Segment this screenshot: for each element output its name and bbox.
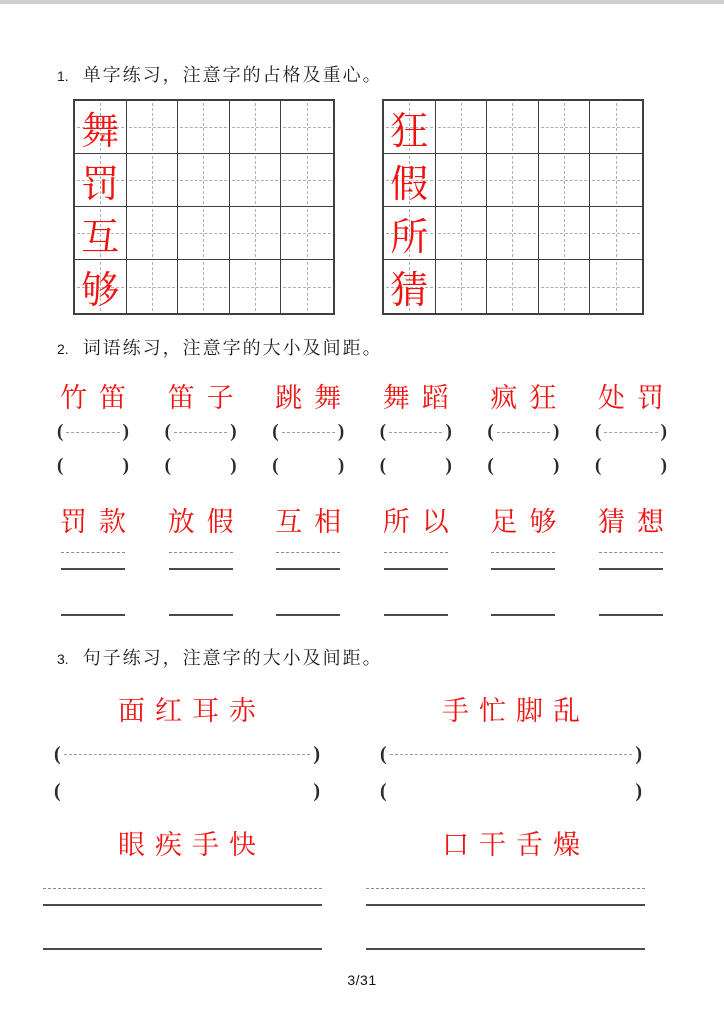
answer-parens-empty (272, 455, 344, 477)
practice-word: 疯狂 (490, 382, 569, 414)
model-character: 舞 (81, 108, 120, 153)
practice-word: 互相 (275, 506, 354, 538)
practice-cell (75, 260, 127, 313)
word-column (165, 614, 237, 616)
practice-word: 猜想 (597, 506, 676, 538)
writing-line (61, 568, 125, 570)
phrase-parens-empty-row (0, 779, 724, 803)
writing-line (366, 904, 645, 906)
word-column (272, 614, 344, 616)
phrase-row-2 (0, 820, 724, 864)
answer-parens-empty (380, 455, 452, 477)
practice-cell (281, 101, 333, 154)
practice-cell (436, 207, 488, 260)
practice-cell (75, 101, 127, 154)
practice-word: 竹笛 (60, 382, 138, 414)
section3-title: 句子练习，注意字的大小及间距。 (82, 648, 383, 669)
practice-cell (487, 101, 539, 154)
open-paren: ( (380, 743, 387, 765)
practice-cell (178, 207, 230, 260)
writing-line (366, 948, 645, 950)
practice-cell (75, 207, 127, 260)
word-column (487, 568, 559, 570)
word-column (380, 552, 452, 553)
dashed-fill (282, 432, 335, 433)
writing-guide-dashed (366, 888, 645, 889)
writing-line (276, 568, 340, 570)
dashed-fill (66, 432, 119, 433)
section1-title: 单字练习，注意字的占格及重心。 (82, 65, 383, 86)
open-paren: ( (594, 421, 602, 442)
close-paren: ) (122, 455, 129, 476)
practice-cell (539, 101, 591, 154)
phrase-parens-dashed-row (0, 742, 724, 766)
practice-cell (384, 101, 436, 154)
practice-cell (281, 260, 333, 313)
open-paren: ( (57, 421, 64, 442)
practice-cell (384, 154, 436, 207)
practice-cell (487, 154, 539, 207)
writing-guide-dashed (43, 888, 322, 889)
word-column (487, 496, 569, 542)
writing-guide-dashed (599, 552, 663, 553)
open-paren: ( (487, 455, 494, 476)
word-column (57, 568, 129, 570)
answer-parens-dashed (380, 421, 452, 443)
practice-phrase: 手忙脚乱 (442, 695, 590, 727)
answer-parens-empty (57, 455, 129, 477)
practice-cell (539, 207, 591, 260)
word-column (595, 496, 676, 542)
close-paren: ) (635, 743, 642, 765)
model-character: 罚 (81, 161, 120, 206)
word-writing-line-row-1 (57, 568, 667, 570)
open-paren: ( (272, 421, 279, 442)
practice-cell (384, 207, 436, 260)
answer-parens-dashed (54, 742, 320, 766)
writing-line (491, 568, 555, 570)
dashed-fill (64, 754, 311, 755)
section1-number: 1. (57, 68, 69, 84)
dashed-fill (390, 754, 633, 755)
model-character: 互 (81, 214, 120, 259)
model-character: 所 (390, 214, 429, 259)
word-dashed-guide-row (57, 552, 667, 553)
answer-parens-empty (380, 779, 642, 803)
word-column (595, 614, 667, 616)
section2-heading (57, 334, 383, 360)
practice-word: 足够 (490, 506, 569, 538)
practice-word: 舞蹈 (382, 382, 461, 414)
close-paren: ) (445, 421, 452, 442)
word-column (272, 552, 344, 553)
practice-cell (590, 260, 642, 313)
word-column (165, 372, 246, 418)
word-column (595, 372, 676, 418)
close-paren: ) (660, 421, 667, 442)
word-column (487, 552, 559, 553)
practice-word: 跳舞 (275, 382, 354, 414)
word-column (165, 496, 246, 542)
word-column (272, 568, 344, 570)
word-column (272, 372, 354, 418)
practice-word: 所以 (382, 506, 461, 538)
page-top-edge (0, 0, 724, 4)
writing-guide-dashed (169, 552, 233, 553)
close-paren: ) (553, 421, 560, 442)
word-column (165, 568, 237, 570)
answer-parens-empty (54, 779, 320, 803)
word-row-1 (57, 372, 676, 418)
close-paren: ) (660, 455, 667, 476)
writing-line (384, 614, 448, 616)
phrase-row-1 (0, 686, 724, 730)
answer-parens-dashed (165, 421, 237, 443)
model-character: 猜 (390, 268, 429, 312)
close-paren: ) (313, 743, 320, 765)
writing-line (43, 904, 322, 906)
practice-cell (178, 101, 230, 154)
practice-cell (178, 154, 230, 207)
word-column (487, 372, 569, 418)
word-row-2 (57, 496, 676, 542)
character-grid-left (73, 99, 335, 315)
section2-title: 词语练习，注意字的大小及间距。 (82, 338, 383, 359)
answer-parens-empty (595, 455, 667, 477)
close-paren: ) (230, 455, 237, 476)
word-column (380, 568, 452, 570)
writing-guide-dashed (491, 552, 555, 553)
model-character: 狂 (390, 108, 429, 153)
practice-phrase: 面红耳赤 (118, 695, 266, 727)
practice-cell (590, 101, 642, 154)
word-column (57, 372, 138, 418)
practice-phrase: 口干舌燥 (442, 829, 590, 861)
open-paren: ( (57, 455, 64, 476)
word-column (380, 496, 461, 542)
answer-parens-empty (165, 455, 237, 477)
practice-cell (436, 101, 488, 154)
writing-line (599, 614, 663, 616)
open-paren: ( (272, 455, 279, 476)
practice-cell (178, 260, 230, 313)
answer-parens-dashed (272, 421, 344, 443)
word-column (595, 552, 667, 553)
practice-cell (436, 154, 488, 207)
practice-cell (539, 260, 591, 313)
practice-cell (127, 260, 179, 313)
close-paren: ) (122, 421, 129, 442)
model-character: 够 (81, 268, 120, 312)
open-paren: ( (54, 743, 61, 765)
character-grid-right (382, 99, 644, 315)
practice-cell (436, 260, 488, 313)
practice-cell (127, 154, 179, 207)
writing-guide-dashed (384, 552, 448, 553)
writing-line (169, 568, 233, 570)
section1-heading (57, 61, 383, 87)
writing-line (276, 614, 340, 616)
word-writing-line-row-2 (57, 614, 667, 616)
word-parens-dashed-row (57, 421, 667, 443)
practice-cell (230, 154, 282, 207)
answer-parens-dashed (595, 421, 667, 443)
open-paren: ( (164, 421, 171, 442)
word-column (380, 614, 452, 616)
section3-heading (57, 644, 383, 670)
practice-cell (75, 154, 127, 207)
close-paren: ) (230, 421, 237, 442)
open-paren: ( (54, 780, 61, 802)
page-number: 3/31 (347, 972, 377, 988)
word-column (380, 372, 461, 418)
practice-cell (230, 207, 282, 260)
practice-cell (281, 154, 333, 207)
practice-word: 罚款 (60, 506, 138, 538)
practice-cell (384, 260, 436, 313)
writing-line (61, 614, 125, 616)
open-paren: ( (487, 421, 494, 442)
practice-cell (281, 207, 333, 260)
section3-number: 3. (57, 651, 69, 667)
word-parens-empty-row (57, 455, 667, 477)
practice-cell (127, 207, 179, 260)
dashed-fill (604, 432, 657, 433)
open-paren: ( (379, 455, 387, 476)
word-column (57, 614, 129, 616)
open-paren: ( (379, 421, 387, 442)
close-paren: ) (337, 421, 345, 442)
practice-cell (230, 260, 282, 313)
writing-line (599, 568, 663, 570)
open-paren: ( (164, 455, 171, 476)
practice-word: 处罚 (597, 382, 676, 414)
open-paren: ( (594, 455, 602, 476)
practice-word: 放假 (167, 506, 246, 538)
practice-cell (230, 101, 282, 154)
word-column (57, 496, 138, 542)
word-column (57, 552, 129, 553)
close-paren: ) (337, 455, 345, 476)
word-column (595, 568, 667, 570)
writing-guide-dashed (61, 552, 125, 553)
writing-line (384, 568, 448, 570)
practice-cell (127, 101, 179, 154)
practice-word: 笛子 (167, 382, 246, 414)
model-character: 假 (390, 161, 429, 206)
close-paren: ) (553, 455, 560, 476)
practice-cell (487, 260, 539, 313)
close-paren: ) (445, 455, 452, 476)
dashed-fill (497, 432, 550, 433)
writing-line (169, 614, 233, 616)
practice-cell (590, 154, 642, 207)
answer-parens-empty (487, 455, 559, 477)
open-paren: ( (380, 780, 387, 802)
answer-parens-dashed (380, 742, 642, 766)
dashed-fill (174, 432, 227, 433)
word-column (487, 614, 559, 616)
dashed-fill (389, 432, 442, 433)
practice-cell (487, 207, 539, 260)
practice-cell (590, 207, 642, 260)
answer-parens-dashed (57, 421, 129, 443)
practice-phrase: 眼疾手快 (118, 829, 266, 861)
writing-line (491, 614, 555, 616)
word-column (272, 496, 354, 542)
word-column (165, 552, 237, 553)
practice-cell (539, 154, 591, 207)
close-paren: ) (635, 780, 642, 802)
close-paren: ) (313, 780, 320, 802)
writing-line (43, 948, 322, 950)
answer-parens-dashed (487, 421, 559, 443)
writing-guide-dashed (276, 552, 340, 553)
section2-number: 2. (57, 341, 69, 357)
